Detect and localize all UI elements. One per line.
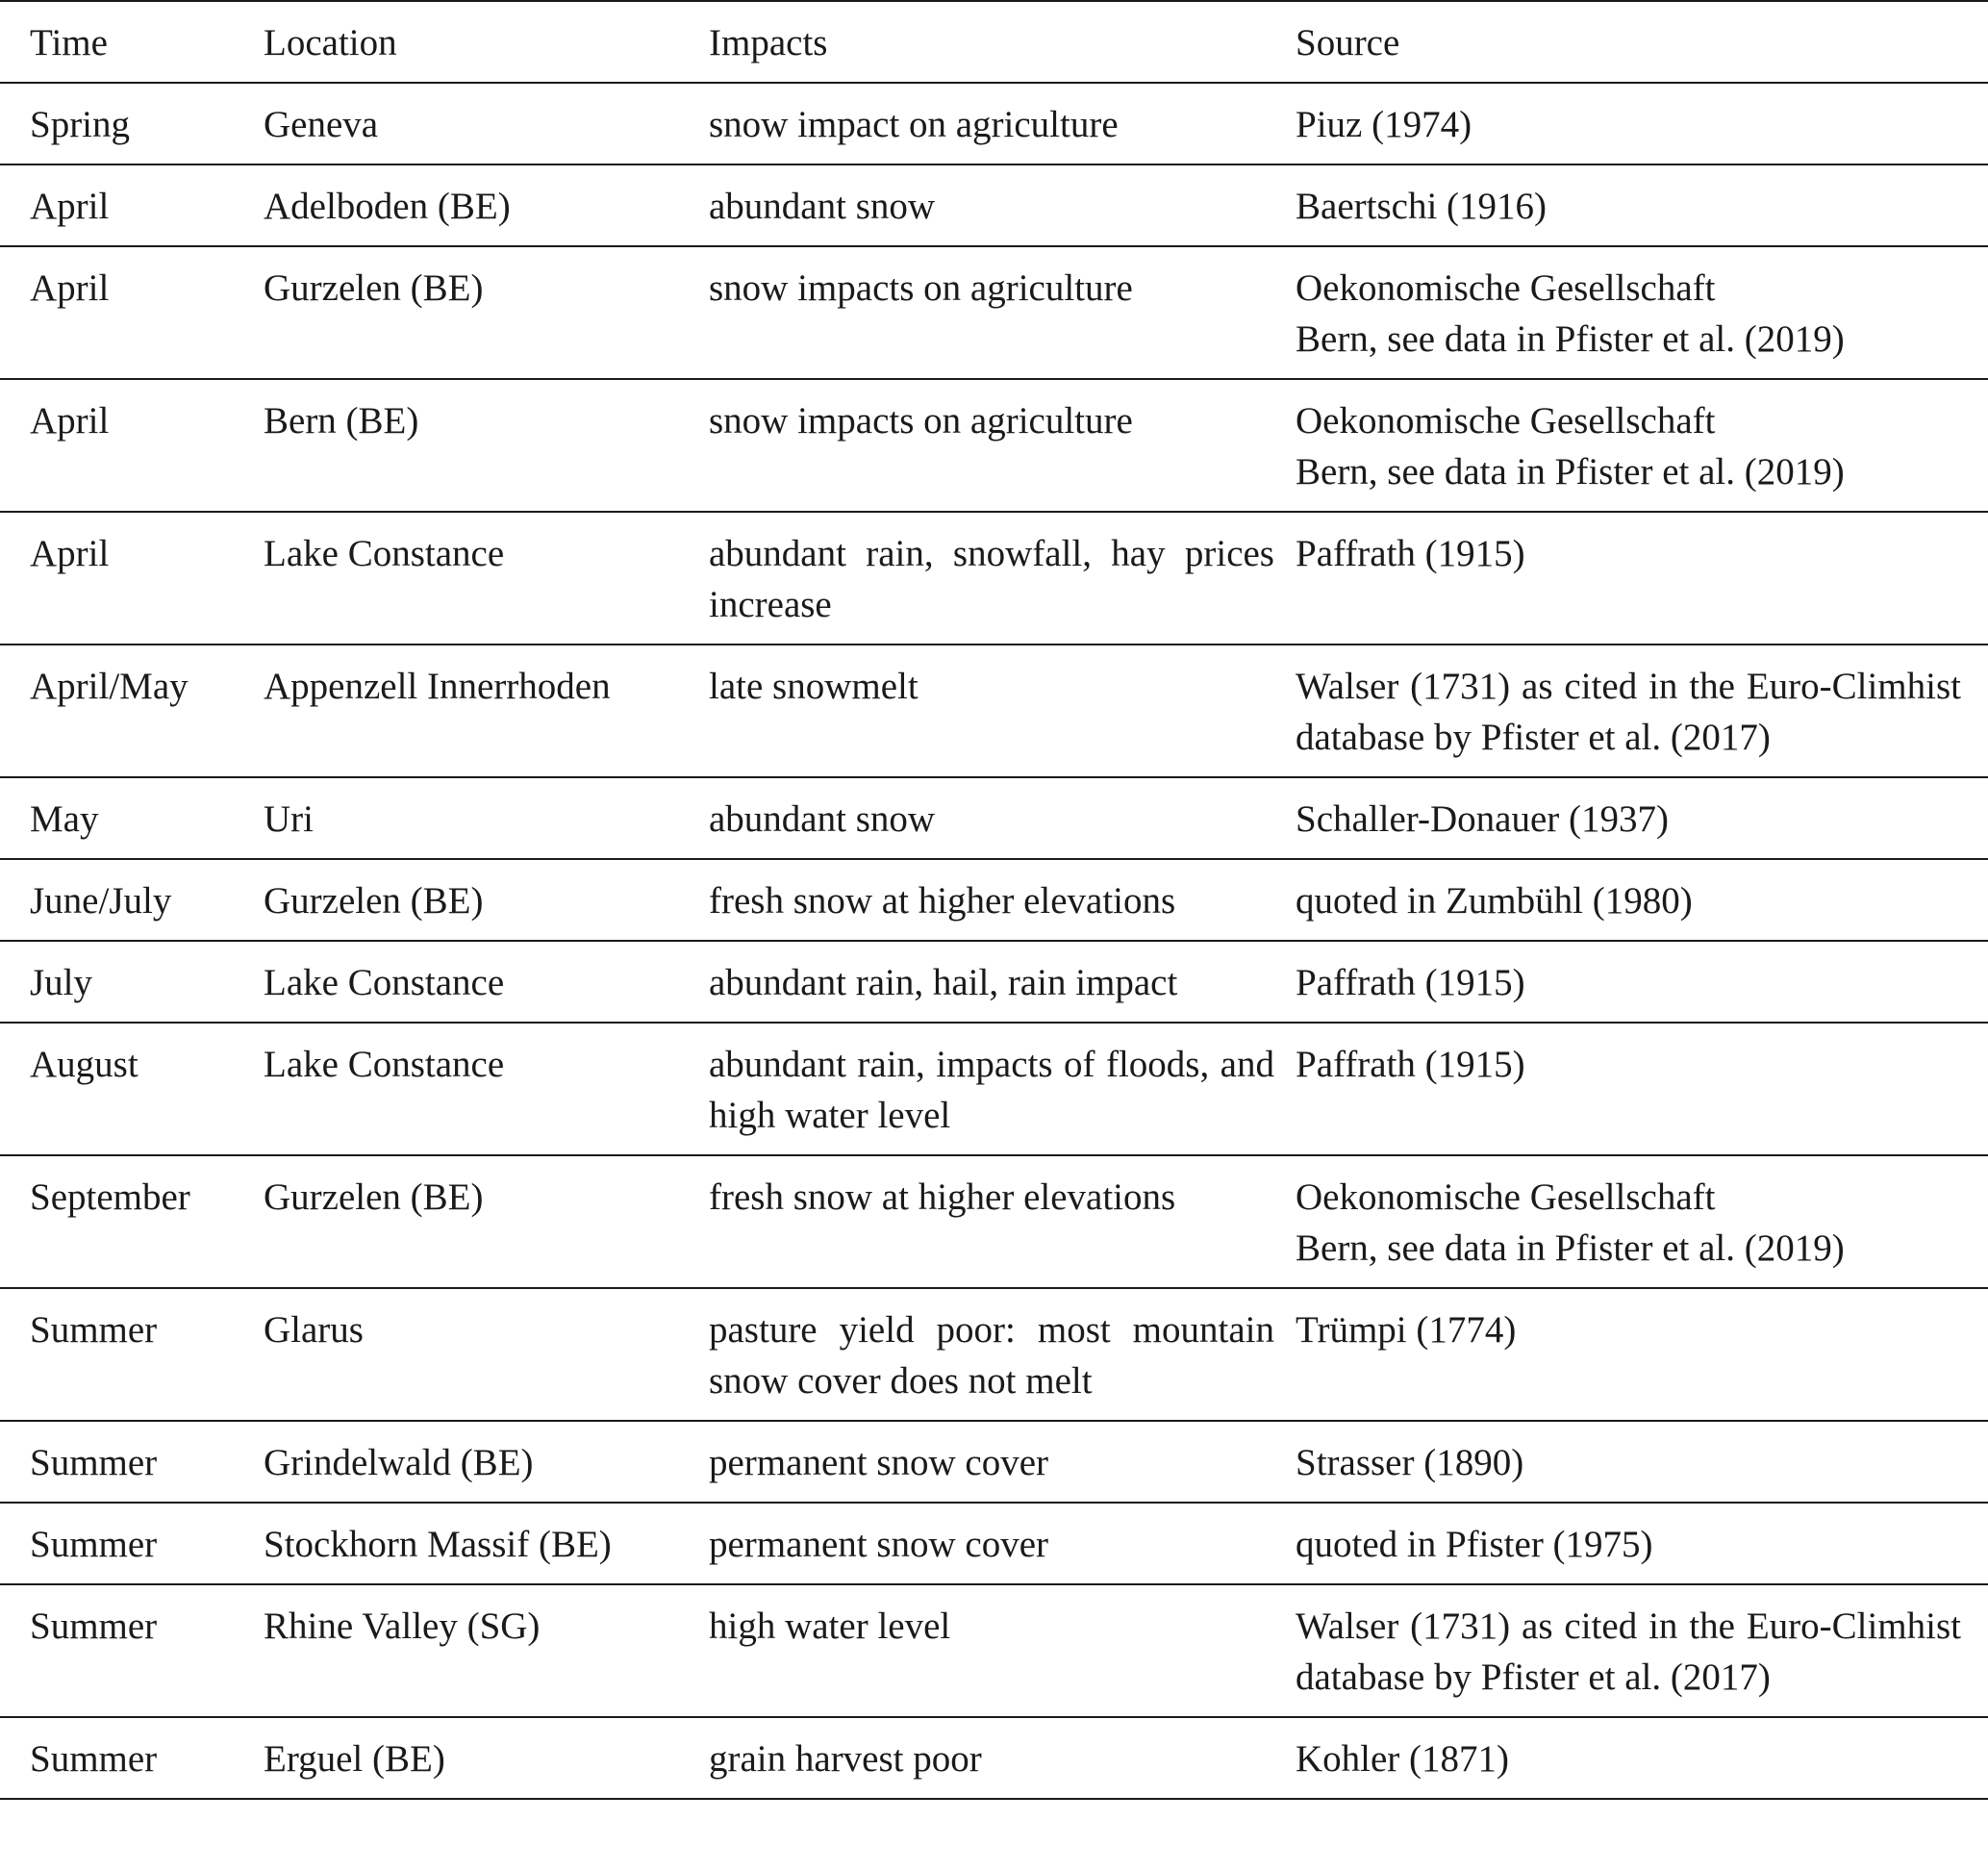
cell-impacts: abundant snow <box>709 186 936 227</box>
cell-time: Summer <box>30 1524 158 1565</box>
cell-location: Appenzell Innerrhoden <box>264 666 611 707</box>
cell-location: Stockhorn Massif (BE) <box>264 1524 612 1565</box>
table-row <box>0 859 1988 941</box>
column-header-time: Time <box>30 22 108 63</box>
cell-location: Lake Constance <box>264 962 505 1003</box>
source-line: Oekonomische Gesellschaft <box>1296 267 1716 309</box>
cell-time: May <box>30 798 99 840</box>
cell-location: Glarus <box>264 1309 364 1351</box>
source-line: Bern, see data in Pfister et al. (2019) <box>1296 451 1845 493</box>
cell-location: Rhine Valley (SG) <box>264 1606 541 1647</box>
cell-time: April <box>30 186 110 227</box>
cell-source <box>1296 1023 1988 1155</box>
cell-time: Summer <box>30 1442 158 1483</box>
table-row <box>0 941 1988 1023</box>
cell-time: April <box>30 400 110 442</box>
cell-time: July <box>30 962 93 1003</box>
cell-impacts: abundant rain, hail, rain impact <box>709 962 1178 1003</box>
table-row <box>0 1717 1988 1799</box>
cell-location: Bern (BE) <box>264 400 419 442</box>
source-line: Bern, see data in Pfister et al. (2019) <box>1296 318 1845 360</box>
cell-impacts: permanent snow cover <box>709 1442 1049 1483</box>
cell-source <box>1296 1503 1988 1584</box>
cell-source <box>1296 83 1988 164</box>
source-line: Paffrath (1915) <box>1296 533 1525 574</box>
table-row <box>0 379 1988 512</box>
cell-time: April <box>30 267 110 309</box>
source-line: Oekonomische Gesellschaft <box>1296 1176 1716 1218</box>
cell-source <box>1296 164 1988 246</box>
table-row <box>0 512 1988 645</box>
column-header-source: Source <box>1296 22 1400 63</box>
source-line: Schaller-Donauer (1937) <box>1296 798 1669 840</box>
cell-impacts: abundant rain, snowfall, hay prices increase <box>709 533 1274 625</box>
cell-time: August <box>30 1044 138 1085</box>
table-row <box>0 1503 1988 1584</box>
cell-impacts: permanent snow cover <box>709 1524 1049 1565</box>
cell-impacts: abundant snow <box>709 798 936 840</box>
source-line: Strasser (1890) <box>1296 1442 1524 1483</box>
cell-source <box>1296 777 1988 859</box>
cell-time: Summer <box>30 1606 158 1647</box>
cell-location: Gurzelen (BE) <box>264 1176 484 1218</box>
table-body <box>0 83 1988 1799</box>
cell-source <box>1296 246 1988 379</box>
source-line: quoted in Pfister (1975) <box>1296 1524 1653 1565</box>
cell-location: Geneva <box>264 104 379 145</box>
cell-impacts: late snowmelt <box>709 666 919 707</box>
cell-source <box>1296 645 1988 777</box>
cell-impacts: abundant rain, impacts of floods, and high water level <box>709 1044 1274 1136</box>
cell-location: Gurzelen (BE) <box>264 880 484 922</box>
source-line: Kohler (1871) <box>1296 1738 1510 1780</box>
source-line: Paffrath (1915) <box>1296 962 1525 1003</box>
cell-time: Spring <box>30 104 131 145</box>
cell-time: Summer <box>30 1738 158 1780</box>
table-header <box>0 1 1988 83</box>
table-row <box>0 1023 1988 1155</box>
cell-time: June/July <box>30 880 172 922</box>
cell-source <box>1296 512 1988 645</box>
cell-impacts: grain harvest poor <box>709 1738 982 1780</box>
column-header-impacts: Impacts <box>709 22 828 63</box>
cell-time: April <box>30 533 110 574</box>
cell-location: Adelboden (BE) <box>264 186 511 227</box>
source-line: quoted in Zumbühl (1980) <box>1296 880 1693 922</box>
source-line: Paffrath (1915) <box>1296 1044 1525 1085</box>
source-line: Oekonomische Gesellschaft <box>1296 400 1716 442</box>
table-row <box>0 777 1988 859</box>
column-header-location: Location <box>264 22 397 63</box>
cell-source <box>1296 1584 1988 1717</box>
cell-impacts: snow impacts on agriculture <box>709 400 1133 442</box>
source-line: Piuz (1974) <box>1296 104 1472 145</box>
cell-source <box>1296 1155 1988 1288</box>
cell-source <box>1296 859 1988 941</box>
cell-time: Summer <box>30 1309 158 1351</box>
cell-impacts: fresh snow at higher elevations <box>709 1176 1176 1218</box>
table-row <box>0 1584 1988 1717</box>
cell-impacts: high water level <box>709 1606 951 1647</box>
table-row <box>0 645 1988 777</box>
cell-location: Lake Constance <box>264 533 505 574</box>
table-row <box>0 1288 1988 1421</box>
cell-location: Grindelwald (BE) <box>264 1442 534 1483</box>
cell-source <box>1296 1421 1988 1503</box>
cell-impacts: snow impacts on agriculture <box>709 267 1133 309</box>
cell-time: April/May <box>30 666 189 707</box>
table-row <box>0 1155 1988 1288</box>
cell-location: Uri <box>264 798 314 840</box>
cell-impacts: snow impact on agriculture <box>709 104 1119 145</box>
cell-location: Gurzelen (BE) <box>264 267 484 309</box>
source-line: Trümpi (1774) <box>1296 1309 1517 1351</box>
cell-impacts: fresh snow at higher elevations <box>709 880 1176 922</box>
source-line: Baertschi (1916) <box>1296 186 1548 227</box>
table-row <box>0 246 1988 379</box>
cell-location: Lake Constance <box>264 1044 505 1085</box>
cell-location: Erguel (BE) <box>264 1738 445 1780</box>
cell-impacts: pasture yield poor: most mountain snow cover does not melt <box>709 1309 1274 1402</box>
cell-time: September <box>30 1176 190 1218</box>
table-row <box>0 83 1988 164</box>
cell-source <box>1296 1288 1988 1421</box>
source-line: Walser (1731) as cited in the Euro-Climhist database by Pfister et al. (2017) <box>1296 666 1961 758</box>
cell-source <box>1296 941 1988 1023</box>
cell-source <box>1296 379 1988 512</box>
source-line: Bern, see data in Pfister et al. (2019) <box>1296 1227 1845 1269</box>
table-row <box>0 1421 1988 1503</box>
table-row <box>0 164 1988 246</box>
source-line: Walser (1731) as cited in the Euro-Climhist database by Pfister et al. (2017) <box>1296 1606 1961 1698</box>
header-row <box>0 1 1988 83</box>
cell-source <box>1296 1717 1988 1799</box>
